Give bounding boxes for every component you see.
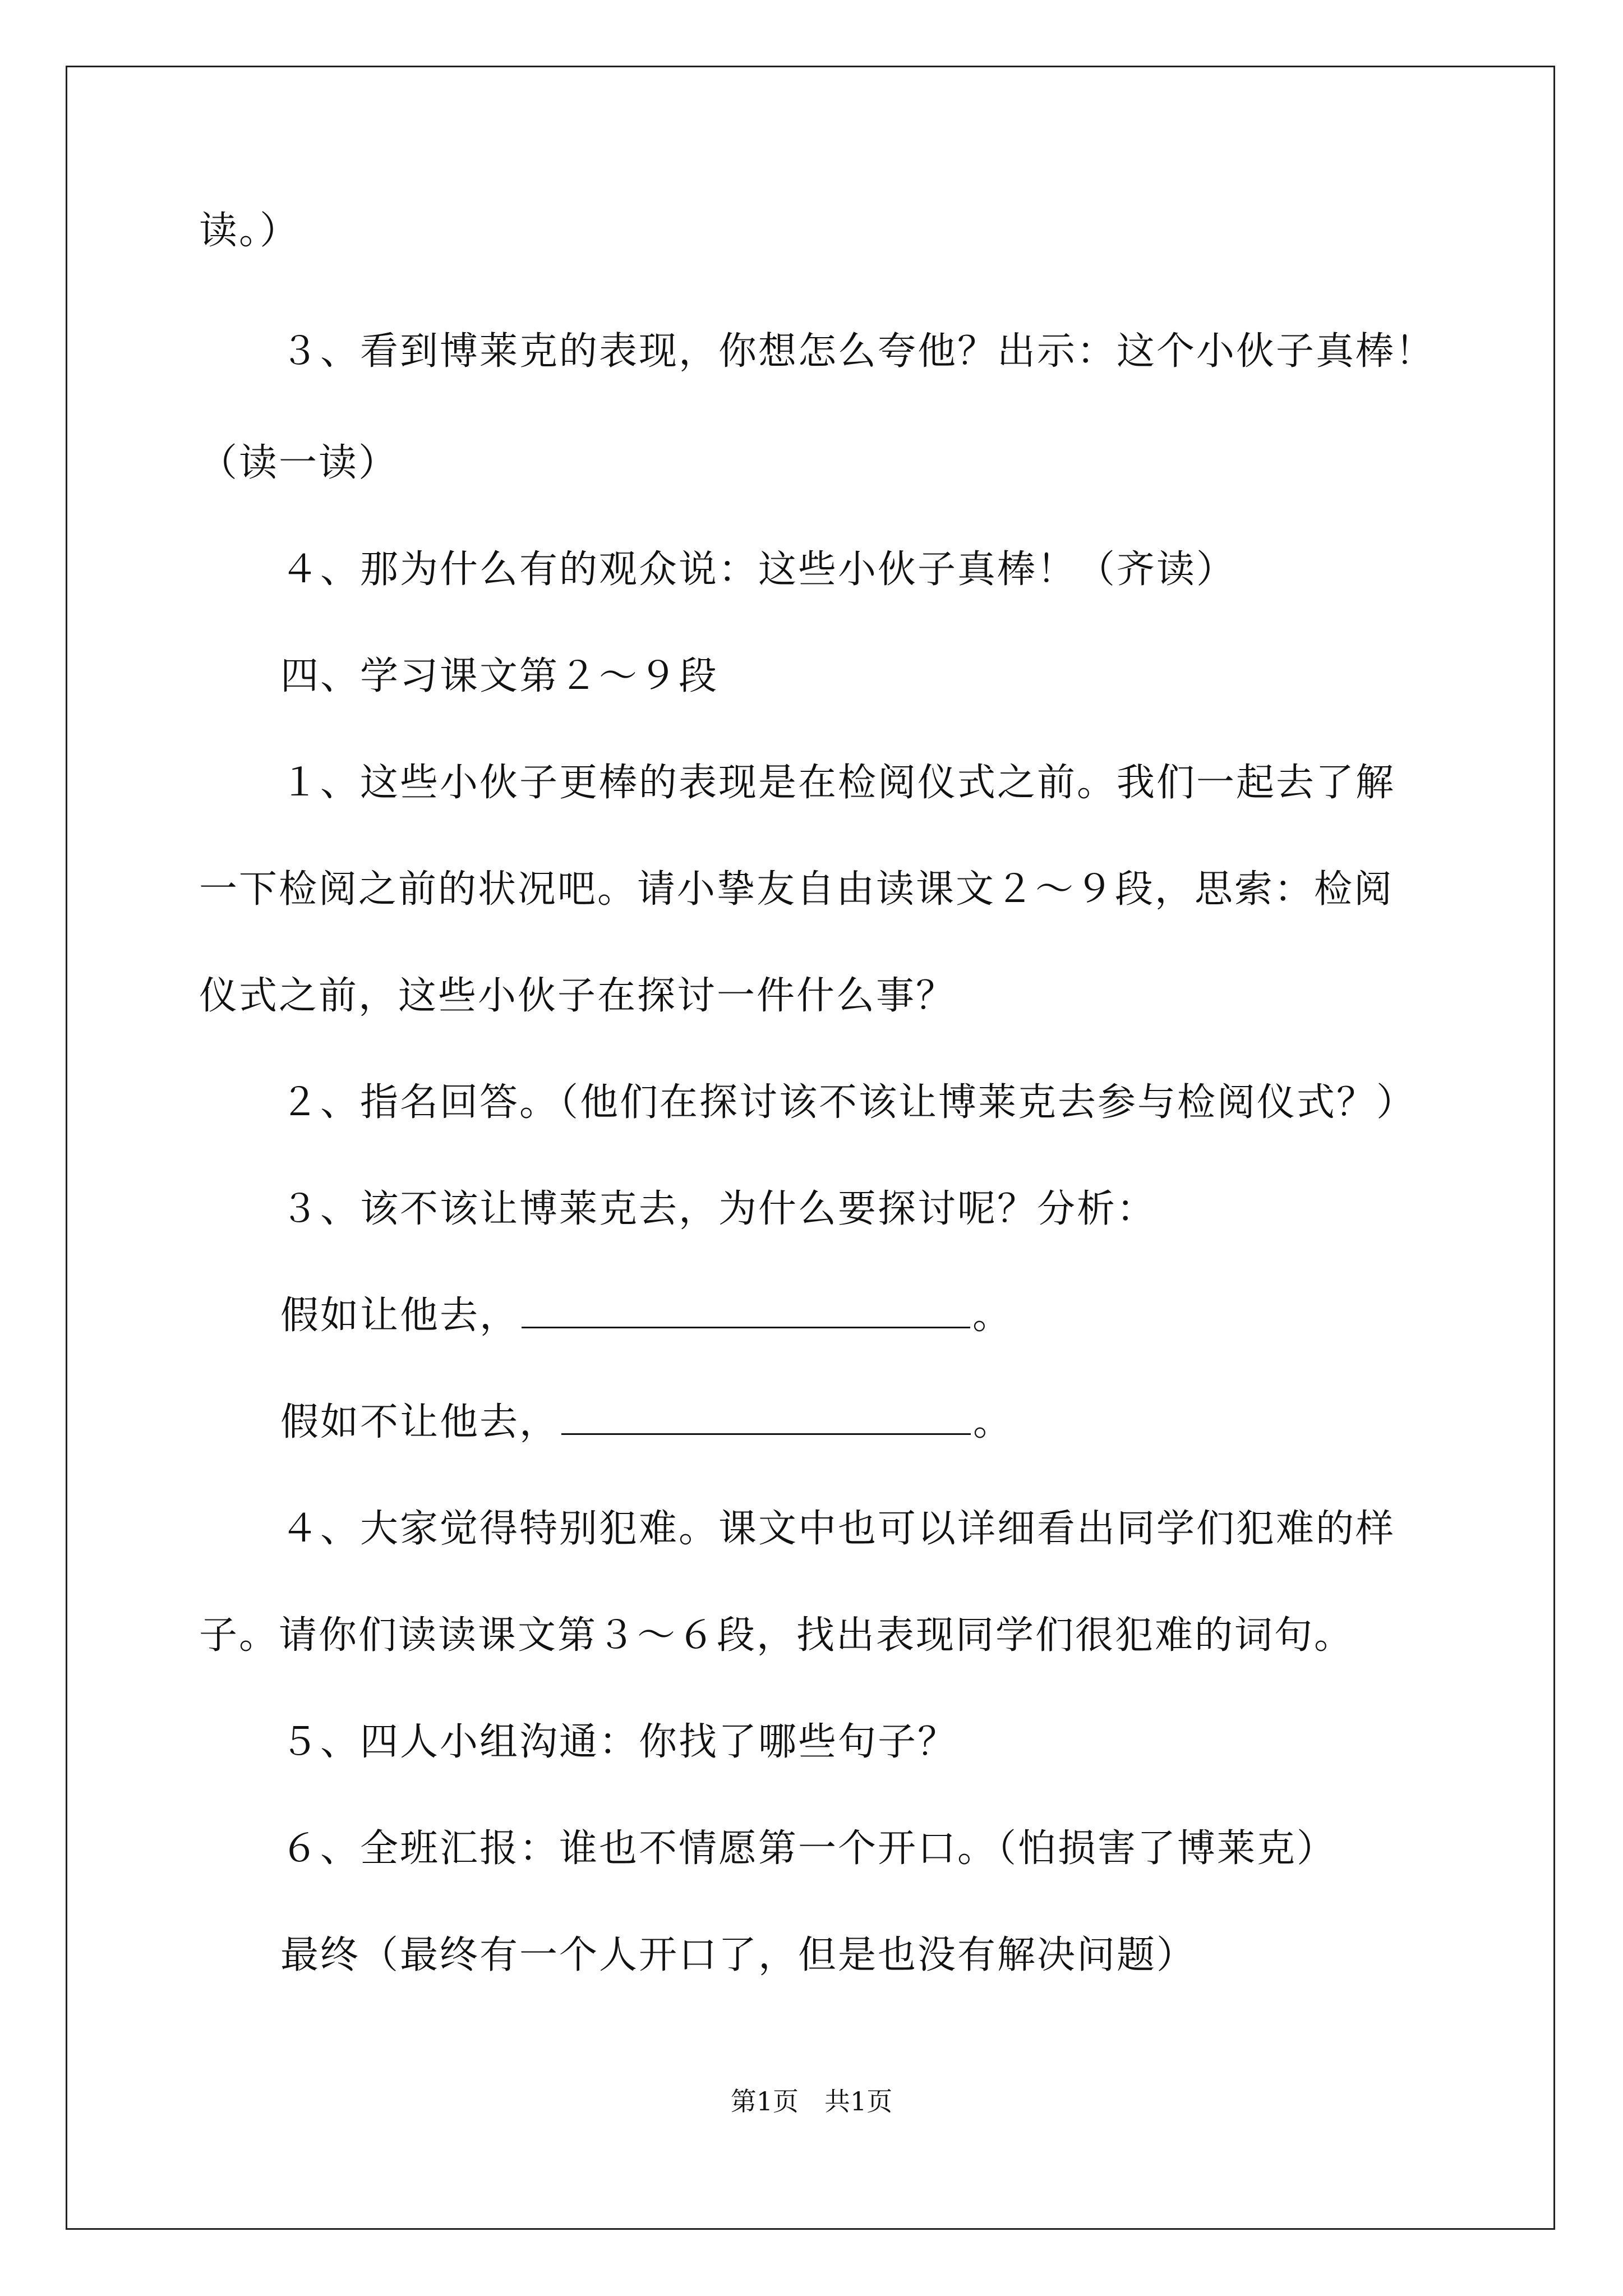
- paragraph-line: 一下检阅之前的状况吧。请小挚友自由读课文２～９段，思索：检阅: [199, 867, 1394, 912]
- paragraph-line: ６、全班汇报：谁也不情愿第一个开口。（怕损害了博莱克）: [280, 1826, 1337, 1871]
- paragraph-line: １、这些小伙子更棒的表现是在检阅仪式之前。我们一起去了解: [280, 761, 1396, 805]
- page-footer: 第1页 共1页: [730, 2086, 893, 2116]
- fill-blank-line: [280, 1294, 1012, 1338]
- paragraph-line: ２、指名回答。（他们在探讨该不该让博莱克去参与检阅仪式？）: [280, 1080, 1417, 1125]
- section-heading: 四、学习课文第２～９段: [280, 654, 719, 698]
- paragraph-line: 子。请你们读读课文第３～６段，找出表现同学们很犯难的词句。: [199, 1613, 1354, 1658]
- paragraph-line: ３、该不该让博莱克去，为什么要探讨呢？分析：: [280, 1187, 1157, 1231]
- fill-blank-suffix: 。: [973, 1400, 1013, 1444]
- fill-blank-prefix: 假如不让他去，: [280, 1400, 560, 1444]
- paragraph-line: 读。）: [199, 209, 300, 253]
- paragraph-line: ３、看到博莱克的表现，你想怎么夸他？出示：这个小伙子真棒！: [280, 329, 1436, 374]
- paragraph-line: ５、四人小组沟通：你找了哪些句子？: [280, 1720, 958, 1764]
- paragraph-line: ４、大家觉得特别犯难。课文中也可以详细看出同学们犯难的样: [280, 1507, 1396, 1551]
- fill-blank-line: [280, 1400, 1013, 1445]
- paragraph-line: ４、那为什么有的观众说：这些小伙子真棒！（齐读）: [280, 547, 1237, 592]
- fill-blank-underline: [522, 1294, 970, 1328]
- paragraph-line: （读一读）: [199, 441, 399, 485]
- paragraph-line: 仪式之前，这些小伙子在探讨一件什么事？: [199, 974, 956, 1018]
- fill-blank-suffix: 。: [972, 1294, 1013, 1338]
- fill-blank-underline: [561, 1401, 971, 1435]
- fill-blank-prefix: 假如让他去，: [280, 1294, 520, 1338]
- paragraph-line: 最终（最终有一个人开口了，但是也没有解决问题）: [280, 1933, 1197, 1977]
